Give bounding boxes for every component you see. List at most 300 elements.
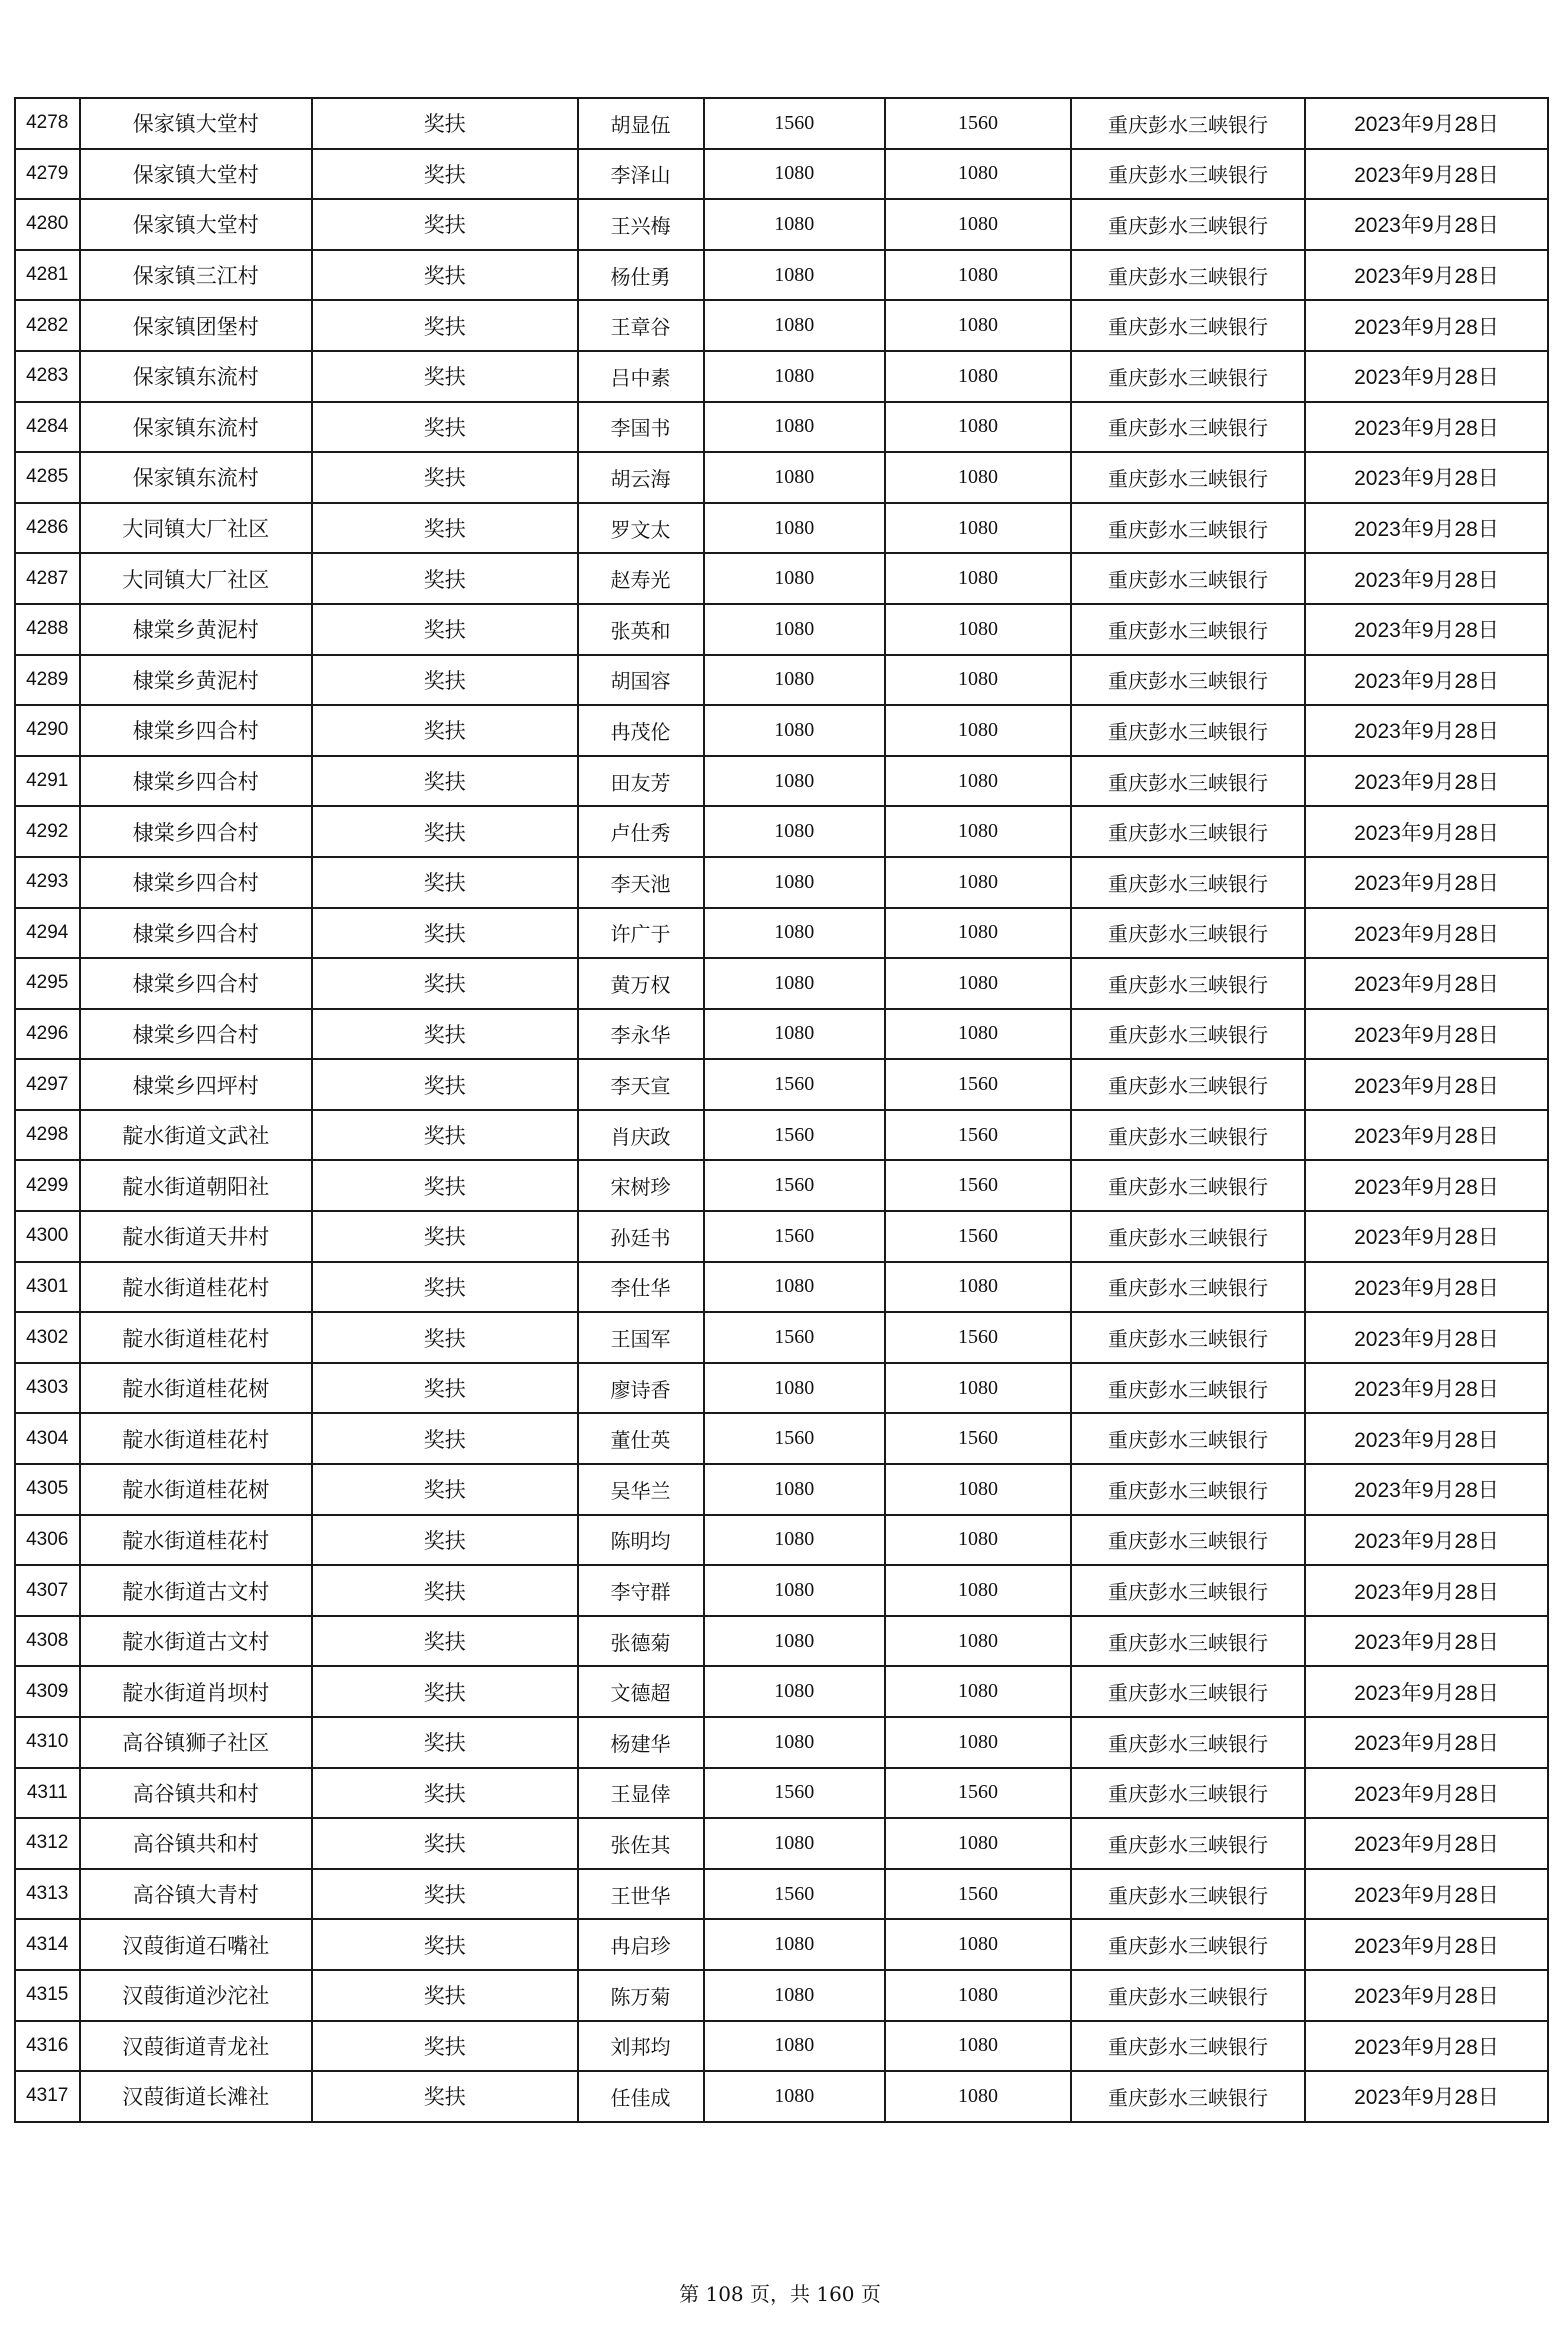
cell-date: 2023年9月28日 [1305, 1919, 1548, 1970]
cell-record-no: 4282 [15, 300, 80, 351]
table-row [15, 1110, 1548, 1161]
cell-subsidy-type: 奖扶 [312, 149, 578, 200]
cell-record-no: 4299 [15, 1160, 80, 1211]
cell-record-no: 4317 [15, 2071, 80, 2122]
cell-address: 棣棠乡黄泥村 [80, 604, 313, 655]
cell-record-no: 4279 [15, 149, 80, 200]
cell-record-no: 4286 [15, 503, 80, 554]
table-row [15, 1515, 1548, 1566]
cell-amount-paid: 1080 [885, 1818, 1071, 1869]
cell-amount-paid: 1080 [885, 1919, 1071, 1970]
cell-address: 靛水街道桂花村 [80, 1262, 313, 1313]
cell-bank: 重庆彭水三峡银行 [1071, 958, 1305, 1009]
cell-amount-paid: 1080 [885, 1262, 1071, 1313]
cell-date: 2023年9月28日 [1305, 1565, 1548, 1616]
cell-amount-due: 1080 [704, 655, 886, 706]
cell-amount-due: 1560 [704, 1768, 886, 1819]
cell-address: 棣棠乡黄泥村 [80, 655, 313, 706]
cell-date: 2023年9月28日 [1305, 1363, 1548, 1414]
cell-address: 汉葭街道青龙社 [80, 2021, 313, 2072]
cell-address: 靛水街道桂花村 [80, 1312, 313, 1363]
cell-address: 保家镇三江村 [80, 250, 313, 301]
cell-subsidy-type: 奖扶 [312, 402, 578, 453]
cell-address: 靛水街道桂花树 [80, 1363, 313, 1414]
cell-record-no: 4313 [15, 1869, 80, 1920]
cell-bank: 重庆彭水三峡银行 [1071, 655, 1305, 706]
cell-amount-paid: 1080 [885, 1970, 1071, 2021]
cell-date: 2023年9月28日 [1305, 1464, 1548, 1515]
table-row [15, 1717, 1548, 1768]
cell-amount-paid: 1080 [885, 655, 1071, 706]
cell-address: 靛水街道文武社 [80, 1110, 313, 1161]
cell-date: 2023年9月28日 [1305, 1160, 1548, 1211]
cell-amount-due: 1080 [704, 250, 886, 301]
cell-date: 2023年9月28日 [1305, 857, 1548, 908]
table-row [15, 1413, 1548, 1464]
cell-name: 黄万权 [578, 958, 704, 1009]
cell-bank: 重庆彭水三峡银行 [1071, 199, 1305, 250]
cell-amount-paid: 1560 [885, 1160, 1071, 1211]
cell-name: 王显倖 [578, 1768, 704, 1819]
table-row [15, 1059, 1548, 1110]
cell-name: 李泽山 [578, 149, 704, 200]
cell-address: 汉葭街道石嘴社 [80, 1919, 313, 1970]
cell-record-no: 4296 [15, 1009, 80, 1060]
cell-amount-due: 1080 [704, 1970, 886, 2021]
cell-subsidy-type: 奖扶 [312, 1211, 578, 1262]
cell-subsidy-type: 奖扶 [312, 250, 578, 301]
cell-amount-paid: 1080 [885, 2071, 1071, 2122]
cell-record-no: 4312 [15, 1818, 80, 1869]
cell-subsidy-type: 奖扶 [312, 705, 578, 756]
cell-subsidy-type: 奖扶 [312, 351, 578, 402]
cell-date: 2023年9月28日 [1305, 553, 1548, 604]
cell-subsidy-type: 奖扶 [312, 756, 578, 807]
cell-address: 棣棠乡四合村 [80, 705, 313, 756]
cell-bank: 重庆彭水三峡银行 [1071, 1515, 1305, 1566]
cell-bank: 重庆彭水三峡银行 [1071, 2071, 1305, 2122]
table-row [15, 1160, 1548, 1211]
cell-name: 张英和 [578, 604, 704, 655]
cell-record-no: 4311 [15, 1768, 80, 1819]
cell-amount-due: 1080 [704, 1464, 886, 1515]
cell-record-no: 4284 [15, 402, 80, 453]
cell-bank: 重庆彭水三峡银行 [1071, 806, 1305, 857]
cell-amount-due: 1080 [704, 958, 886, 1009]
cell-amount-due: 1080 [704, 2021, 886, 2072]
cell-record-no: 4314 [15, 1919, 80, 1970]
table-row [15, 908, 1548, 959]
cell-name: 吴华兰 [578, 1464, 704, 1515]
cell-amount-due: 1080 [704, 402, 886, 453]
cell-bank: 重庆彭水三峡银行 [1071, 1059, 1305, 1110]
cell-address: 保家镇东流村 [80, 402, 313, 453]
cell-amount-paid: 1080 [885, 149, 1071, 200]
cell-record-no: 4307 [15, 1565, 80, 1616]
cell-record-no: 4291 [15, 756, 80, 807]
cell-bank: 重庆彭水三峡银行 [1071, 1262, 1305, 1313]
cell-bank: 重庆彭水三峡银行 [1071, 1869, 1305, 1920]
cell-subsidy-type: 奖扶 [312, 1869, 578, 1920]
cell-bank: 重庆彭水三峡银行 [1071, 857, 1305, 908]
cell-address: 棣棠乡四合村 [80, 958, 313, 1009]
cell-record-no: 4308 [15, 1616, 80, 1667]
cell-bank: 重庆彭水三峡银行 [1071, 1160, 1305, 1211]
cell-amount-paid: 1080 [885, 857, 1071, 908]
cell-amount-due: 1080 [704, 908, 886, 959]
cell-name: 杨建华 [578, 1717, 704, 1768]
cell-amount-due: 1560 [704, 1312, 886, 1363]
cell-record-no: 4289 [15, 655, 80, 706]
cell-subsidy-type: 奖扶 [312, 1413, 578, 1464]
table-row [15, 1211, 1548, 1262]
cell-amount-due: 1080 [704, 351, 886, 402]
cell-address: 棣棠乡四合村 [80, 908, 313, 959]
cell-name: 卢仕秀 [578, 806, 704, 857]
cell-name: 吕中素 [578, 351, 704, 402]
cell-bank: 重庆彭水三峡银行 [1071, 756, 1305, 807]
cell-subsidy-type: 奖扶 [312, 1818, 578, 1869]
cell-address: 大同镇大厂社区 [80, 503, 313, 554]
cell-subsidy-type: 奖扶 [312, 908, 578, 959]
table-row [15, 1009, 1548, 1060]
cell-amount-paid: 1080 [885, 705, 1071, 756]
cell-date: 2023年9月28日 [1305, 149, 1548, 200]
cell-amount-paid: 1080 [885, 300, 1071, 351]
cell-bank: 重庆彭水三峡银行 [1071, 503, 1305, 554]
cell-bank: 重庆彭水三峡银行 [1071, 300, 1305, 351]
cell-amount-paid: 1080 [885, 1363, 1071, 1414]
cell-amount-paid: 1560 [885, 1110, 1071, 1161]
cell-date: 2023年9月28日 [1305, 2021, 1548, 2072]
cell-subsidy-type: 奖扶 [312, 199, 578, 250]
cell-amount-paid: 1080 [885, 1717, 1071, 1768]
cell-date: 2023年9月28日 [1305, 1616, 1548, 1667]
table-row [15, 452, 1548, 503]
cell-amount-due: 1080 [704, 1717, 886, 1768]
cell-date: 2023年9月28日 [1305, 1312, 1548, 1363]
cell-bank: 重庆彭水三峡银行 [1071, 351, 1305, 402]
cell-subsidy-type: 奖扶 [312, 1262, 578, 1313]
cell-bank: 重庆彭水三峡银行 [1071, 1970, 1305, 2021]
table-row [15, 1363, 1548, 1414]
cell-name: 文德超 [578, 1666, 704, 1717]
cell-address: 靛水街道朝阳社 [80, 1160, 313, 1211]
table-row [15, 250, 1548, 301]
cell-amount-paid: 1080 [885, 1616, 1071, 1667]
cell-subsidy-type: 奖扶 [312, 1768, 578, 1819]
cell-name: 李天池 [578, 857, 704, 908]
cell-subsidy-type: 奖扶 [312, 1717, 578, 1768]
cell-subsidy-type: 奖扶 [312, 958, 578, 1009]
cell-subsidy-type: 奖扶 [312, 1009, 578, 1060]
cell-date: 2023年9月28日 [1305, 300, 1548, 351]
table-row [15, 1464, 1548, 1515]
cell-subsidy-type: 奖扶 [312, 503, 578, 554]
cell-amount-due: 1080 [704, 806, 886, 857]
table-row [15, 300, 1548, 351]
cell-subsidy-type: 奖扶 [312, 1666, 578, 1717]
cell-address: 棣棠乡四合村 [80, 806, 313, 857]
cell-date: 2023年9月28日 [1305, 1768, 1548, 1819]
cell-amount-due: 1560 [704, 1059, 886, 1110]
cell-record-no: 4303 [15, 1363, 80, 1414]
cell-record-no: 4295 [15, 958, 80, 1009]
cell-amount-due: 1080 [704, 553, 886, 604]
cell-amount-due: 1560 [704, 1413, 886, 1464]
cell-amount-due: 1080 [704, 1616, 886, 1667]
cell-name: 李天宣 [578, 1059, 704, 1110]
cell-subsidy-type: 奖扶 [312, 1059, 578, 1110]
table-row [15, 1919, 1548, 1970]
table-body [15, 98, 1548, 2122]
cell-name: 宋树珍 [578, 1160, 704, 1211]
cell-bank: 重庆彭水三峡银行 [1071, 1363, 1305, 1414]
cell-date: 2023年9月28日 [1305, 1211, 1548, 1262]
cell-date: 2023年9月28日 [1305, 1515, 1548, 1566]
cell-record-no: 4281 [15, 250, 80, 301]
cell-amount-due: 1080 [704, 149, 886, 200]
cell-amount-due: 1560 [704, 1160, 886, 1211]
cell-record-no: 4304 [15, 1413, 80, 1464]
cell-address: 靛水街道古文村 [80, 1616, 313, 1667]
cell-bank: 重庆彭水三峡银行 [1071, 553, 1305, 604]
cell-date: 2023年9月28日 [1305, 250, 1548, 301]
cell-amount-due: 1560 [704, 1869, 886, 1920]
cell-date: 2023年9月28日 [1305, 452, 1548, 503]
cell-subsidy-type: 奖扶 [312, 2071, 578, 2122]
cell-date: 2023年9月28日 [1305, 908, 1548, 959]
cell-address: 汉葭街道沙沱社 [80, 1970, 313, 2021]
cell-date: 2023年9月28日 [1305, 503, 1548, 554]
cell-record-no: 4285 [15, 452, 80, 503]
cell-amount-due: 1080 [704, 1818, 886, 1869]
cell-record-no: 4287 [15, 553, 80, 604]
cell-bank: 重庆彭水三峡银行 [1071, 908, 1305, 959]
cell-subsidy-type: 奖扶 [312, 655, 578, 706]
table-row [15, 2071, 1548, 2122]
cell-subsidy-type: 奖扶 [312, 1312, 578, 1363]
cell-record-no: 4309 [15, 1666, 80, 1717]
cell-date: 2023年9月28日 [1305, 1970, 1548, 2021]
cell-subsidy-type: 奖扶 [312, 1464, 578, 1515]
cell-bank: 重庆彭水三峡银行 [1071, 1413, 1305, 1464]
cell-bank: 重庆彭水三峡银行 [1071, 1666, 1305, 1717]
table-row [15, 1262, 1548, 1313]
cell-amount-due: 1080 [704, 705, 886, 756]
cell-name: 肖庆政 [578, 1110, 704, 1161]
cell-date: 2023年9月28日 [1305, 756, 1548, 807]
payment-table [14, 97, 1549, 2123]
cell-subsidy-type: 奖扶 [312, 1565, 578, 1616]
table-row [15, 503, 1548, 554]
table-row [15, 1616, 1548, 1667]
cell-bank: 重庆彭水三峡银行 [1071, 402, 1305, 453]
cell-amount-paid: 1080 [885, 958, 1071, 1009]
cell-date: 2023年9月28日 [1305, 1666, 1548, 1717]
cell-amount-due: 1080 [704, 604, 886, 655]
cell-record-no: 4302 [15, 1312, 80, 1363]
cell-record-no: 4280 [15, 199, 80, 250]
cell-address: 保家镇大堂村 [80, 199, 313, 250]
cell-amount-due: 1560 [704, 1211, 886, 1262]
cell-amount-paid: 1080 [885, 1009, 1071, 1060]
cell-record-no: 4301 [15, 1262, 80, 1313]
cell-name: 廖诗香 [578, 1363, 704, 1414]
cell-amount-due: 1080 [704, 1565, 886, 1616]
cell-amount-due: 1080 [704, 199, 886, 250]
cell-name: 李国书 [578, 402, 704, 453]
cell-amount-paid: 1080 [885, 553, 1071, 604]
cell-amount-paid: 1080 [885, 756, 1071, 807]
cell-subsidy-type: 奖扶 [312, 1110, 578, 1161]
cell-subsidy-type: 奖扶 [312, 98, 578, 149]
cell-amount-paid: 1080 [885, 604, 1071, 655]
cell-amount-paid: 1560 [885, 1869, 1071, 1920]
cell-record-no: 4310 [15, 1717, 80, 1768]
cell-record-no: 4292 [15, 806, 80, 857]
cell-bank: 重庆彭水三峡银行 [1071, 1211, 1305, 1262]
cell-subsidy-type: 奖扶 [312, 1363, 578, 1414]
cell-bank: 重庆彭水三峡银行 [1071, 149, 1305, 200]
cell-amount-paid: 1080 [885, 452, 1071, 503]
cell-bank: 重庆彭水三峡银行 [1071, 1919, 1305, 1970]
cell-address: 棣棠乡四合村 [80, 857, 313, 908]
table-row [15, 351, 1548, 402]
cell-bank: 重庆彭水三峡银行 [1071, 1464, 1305, 1515]
cell-name: 李永华 [578, 1009, 704, 1060]
table-row [15, 655, 1548, 706]
cell-date: 2023年9月28日 [1305, 1262, 1548, 1313]
table-row [15, 806, 1548, 857]
cell-name: 冉启珍 [578, 1919, 704, 1970]
cell-bank: 重庆彭水三峡银行 [1071, 1818, 1305, 1869]
cell-date: 2023年9月28日 [1305, 1818, 1548, 1869]
cell-amount-due: 1080 [704, 503, 886, 554]
table-row [15, 857, 1548, 908]
cell-amount-due: 1080 [704, 1363, 886, 1414]
cell-name: 田友芳 [578, 756, 704, 807]
cell-address: 靛水街道肖坝村 [80, 1666, 313, 1717]
cell-address: 保家镇团堡村 [80, 300, 313, 351]
cell-amount-paid: 1560 [885, 1211, 1071, 1262]
cell-subsidy-type: 奖扶 [312, 604, 578, 655]
cell-record-no: 4297 [15, 1059, 80, 1110]
cell-address: 保家镇大堂村 [80, 149, 313, 200]
cell-name: 罗文太 [578, 503, 704, 554]
cell-record-no: 4305 [15, 1464, 80, 1515]
cell-record-no: 4278 [15, 98, 80, 149]
cell-bank: 重庆彭水三峡银行 [1071, 98, 1305, 149]
table-row [15, 958, 1548, 1009]
cell-bank: 重庆彭水三峡银行 [1071, 250, 1305, 301]
cell-record-no: 4293 [15, 857, 80, 908]
cell-amount-paid: 1560 [885, 1059, 1071, 1110]
table-row [15, 553, 1548, 604]
cell-subsidy-type: 奖扶 [312, 2021, 578, 2072]
cell-amount-due: 1080 [704, 756, 886, 807]
cell-date: 2023年9月28日 [1305, 806, 1548, 857]
cell-bank: 重庆彭水三峡银行 [1071, 1768, 1305, 1819]
cell-subsidy-type: 奖扶 [312, 806, 578, 857]
cell-subsidy-type: 奖扶 [312, 1616, 578, 1667]
table-row [15, 2021, 1548, 2072]
cell-address: 高谷镇共和村 [80, 1818, 313, 1869]
cell-amount-paid: 1080 [885, 1464, 1071, 1515]
cell-address: 靛水街道桂花树 [80, 1464, 313, 1515]
table-row [15, 402, 1548, 453]
cell-name: 孙廷书 [578, 1211, 704, 1262]
cell-subsidy-type: 奖扶 [312, 300, 578, 351]
cell-name: 王章谷 [578, 300, 704, 351]
cell-amount-paid: 1080 [885, 503, 1071, 554]
cell-amount-paid: 1080 [885, 1565, 1071, 1616]
cell-date: 2023年9月28日 [1305, 1009, 1548, 1060]
cell-name: 任佳成 [578, 2071, 704, 2122]
cell-bank: 重庆彭水三峡银行 [1071, 1312, 1305, 1363]
cell-amount-paid: 1080 [885, 806, 1071, 857]
cell-subsidy-type: 奖扶 [312, 452, 578, 503]
cell-name: 李仕华 [578, 1262, 704, 1313]
cell-amount-due: 1080 [704, 1262, 886, 1313]
cell-date: 2023年9月28日 [1305, 1110, 1548, 1161]
cell-date: 2023年9月28日 [1305, 1413, 1548, 1464]
cell-subsidy-type: 奖扶 [312, 1970, 578, 2021]
cell-bank: 重庆彭水三峡银行 [1071, 705, 1305, 756]
cell-record-no: 4298 [15, 1110, 80, 1161]
cell-address: 高谷镇共和村 [80, 1768, 313, 1819]
cell-address: 大同镇大厂社区 [80, 553, 313, 604]
cell-amount-paid: 1080 [885, 402, 1071, 453]
cell-date: 2023年9月28日 [1305, 705, 1548, 756]
cell-record-no: 4316 [15, 2021, 80, 2072]
cell-amount-paid: 1560 [885, 98, 1071, 149]
cell-name: 胡国容 [578, 655, 704, 706]
cell-record-no: 4283 [15, 351, 80, 402]
cell-address: 靛水街道桂花村 [80, 1515, 313, 1566]
cell-record-no: 4315 [15, 1970, 80, 2021]
cell-date: 2023年9月28日 [1305, 604, 1548, 655]
cell-address: 高谷镇狮子社区 [80, 1717, 313, 1768]
cell-date: 2023年9月28日 [1305, 1059, 1548, 1110]
cell-name: 董仕英 [578, 1413, 704, 1464]
cell-bank: 重庆彭水三峡银行 [1071, 1616, 1305, 1667]
cell-amount-paid: 1080 [885, 2021, 1071, 2072]
cell-bank: 重庆彭水三峡银行 [1071, 1565, 1305, 1616]
cell-date: 2023年9月28日 [1305, 1869, 1548, 1920]
cell-address: 保家镇东流村 [80, 351, 313, 402]
cell-address: 汉葭街道长滩社 [80, 2071, 313, 2122]
table-row [15, 1970, 1548, 2021]
table-row [15, 199, 1548, 250]
cell-name: 张佐其 [578, 1818, 704, 1869]
cell-amount-due: 1080 [704, 857, 886, 908]
cell-address: 保家镇大堂村 [80, 98, 313, 149]
cell-address: 高谷镇大青村 [80, 1869, 313, 1920]
cell-name: 杨仕勇 [578, 250, 704, 301]
cell-record-no: 4290 [15, 705, 80, 756]
cell-amount-due: 1080 [704, 1009, 886, 1060]
cell-address: 靛水街道桂花村 [80, 1413, 313, 1464]
cell-date: 2023年9月28日 [1305, 1717, 1548, 1768]
cell-subsidy-type: 奖扶 [312, 857, 578, 908]
cell-name: 陈万菊 [578, 1970, 704, 2021]
table-row [15, 149, 1548, 200]
cell-date: 2023年9月28日 [1305, 98, 1548, 149]
page-number-footer: 第 108 页，共 160 页 [679, 2282, 881, 2306]
cell-name: 王兴梅 [578, 199, 704, 250]
cell-record-no: 4306 [15, 1515, 80, 1566]
